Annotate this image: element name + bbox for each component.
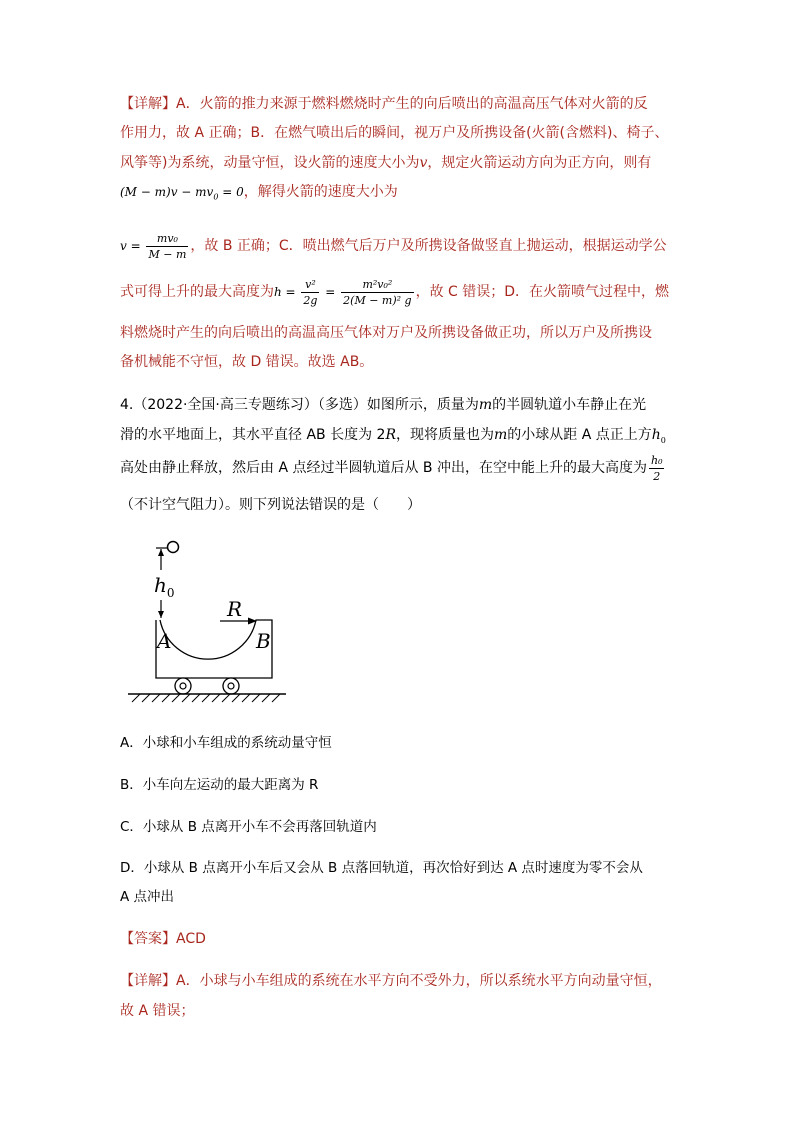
detail1-tag: 【详解】 (120, 96, 176, 112)
option-a: A．小球和小车组成的系统动量守恒 (120, 735, 332, 751)
B-label: B (256, 629, 271, 653)
detail1-text: ，规定火箭运动方向为正方向，则有 (427, 155, 652, 171)
velocity-symbol: v (419, 155, 428, 171)
A-label: A (157, 629, 172, 653)
wheel-left (175, 678, 191, 694)
option-d-cont: A 点冲出 (120, 889, 175, 905)
detail1-line1 (120, 94, 648, 114)
answer (120, 929, 206, 949)
option-d: D．小球从 B 点离开小车后又会从 B 点落回轨道，再次恰好到达 A 点时速度为零不会从 (120, 860, 643, 876)
momentum-equation: $(M - m)v - mv_0 = 0$ (120, 185, 244, 202)
detail2-line2: 故 A 错误； (120, 1003, 195, 1019)
detail1-text: 风筝等)为系统，动量守恒，设火箭的速度大小为 (120, 155, 420, 171)
detail1-text: ，解得火箭的速度大小为 (243, 184, 398, 200)
answer-tag: 【答案】 (120, 931, 176, 947)
option-b: B．小车向左运动的最大距离为 R (120, 777, 319, 793)
R-label: R (227, 597, 243, 621)
detail1-line2: 作用力，故 A 正确；B．在燃气喷出后的瞬间，视万户及所携设备(火箭(含燃料)、椅子、 (120, 125, 669, 141)
answer-value: ACD (176, 931, 206, 947)
wheel-right (223, 678, 239, 694)
detail1-text: ，故 C 错误；D．在火箭喷气过程中，燃 (415, 284, 670, 300)
detail1-text: 式可得上升的最大高度为 (120, 284, 274, 300)
question-line1: 4.（2022·全国·高三专题练习）（多选）如图所示，质量为m的半圆轨道小车静止在光 (120, 397, 647, 413)
detail1-text: A．火箭的推力来源于燃料燃烧时产生的向后喷出的高温高压气体对火箭的反 (176, 96, 648, 112)
height-formula: h = $\frac{\text{v²}}{2g}$ = $\frac{\text{m²v₀²}}{\text{2(M − m)² g}}$ (274, 278, 412, 307)
question-line3: 高处由静止释放，然后由 A 点经过半圆轨道后从 B 冲出，在空中能上升的最大高度为 $\frac{\text{h₀}}{2}$ (120, 453, 663, 483)
detail1-line3 (120, 153, 651, 173)
detail1-line5 (120, 228, 667, 264)
detail1-line8: 备机械能不守恒，故 D 错误。故选 AB。 (120, 354, 374, 370)
velocity-formula: v = $\frac{\text{mv₀}}{M - m}$ (120, 232, 187, 261)
question-line2: 滑的水平地面上，其水平直径 AB 长度为 2R，现将质量也为m的小球从距 A 点正上方$h_0$ (120, 427, 666, 445)
question-line4: （不计空气阻力）。则下列说法错误的是（ ） (120, 497, 421, 513)
detail1-text: ，故 B 正确；C．喷出燃气后万户及所携设备做竖直上抛运动，根据运动学公 (190, 238, 667, 254)
max-height-fraction: $\frac{\text{h₀}}{2}$ (650, 453, 663, 483)
option-c: C．小球从 B 点离开小车不会再落回轨道内 (120, 819, 377, 835)
detail1-line4 (120, 182, 398, 207)
detail1-line6 (120, 274, 669, 310)
cart-track-figure (120, 530, 300, 710)
ground-hatching (132, 694, 280, 702)
detail2-line1: 【详解】A．小球与小车组成的系统在水平方向不受外力，所以系统水平方向动量守恒， (120, 973, 662, 989)
ball (168, 542, 179, 553)
cart-body (156, 620, 272, 678)
h0-label: $h_0$ (154, 573, 175, 600)
detail1-line7: 料燃烧时产生的向后喷出的高温高压气体对万户及所携设备做正功，所以万户及所携设 (120, 325, 652, 341)
detail2-tag: 【详解】 (120, 973, 176, 989)
